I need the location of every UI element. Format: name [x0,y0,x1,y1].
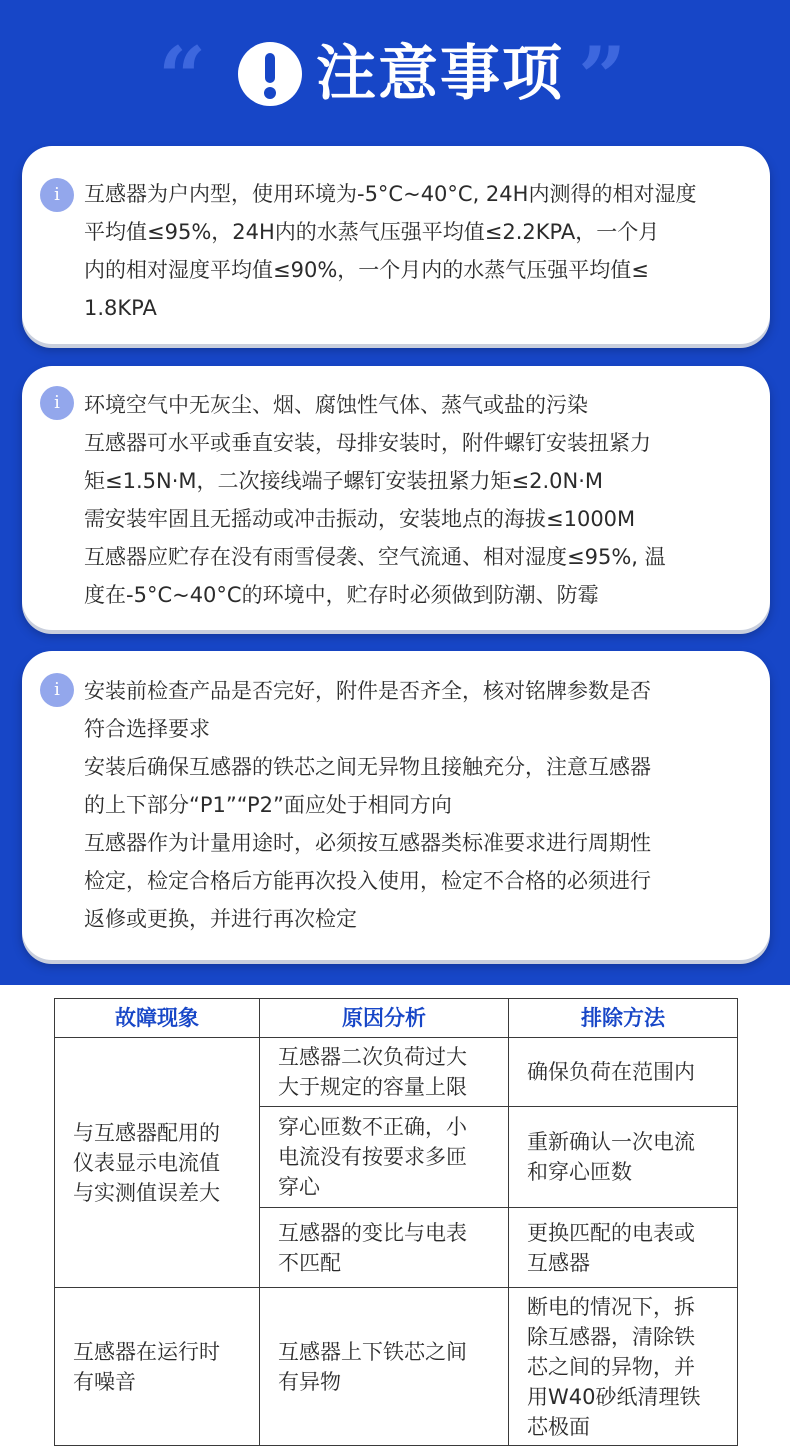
title-row [0,28,790,127]
notice-line: 安装前检查产品是否完好，附件是否齐全，核对铭牌参数是否 [84,679,651,703]
cell-line: 确保负荷在范围内 [527,1060,695,1084]
table-row [55,1038,738,1107]
notice-line: 检定，检定合格后方能再次投入使用，检定不合格的必须进行 [84,869,651,893]
table-row [55,1288,738,1446]
cell-line: 不匹配 [278,1250,341,1275]
cell-line: 有异物 [278,1369,341,1394]
notice-line: 矩≤1.5N·M，二次接线端子螺钉安装扭紧力矩≤2.0N·M [84,469,603,493]
cell-line: 重新确认一次电流 [527,1130,695,1154]
cell-line: 电流没有按要求多匝 [278,1145,467,1169]
notice-line: 的上下部分“P1”“P2”面应处于相同方向 [84,793,452,817]
cell-line: 仪表显示电流值 [73,1150,220,1175]
notice-card-text [84,672,744,938]
remedy-cell [509,1038,738,1107]
cell-line: 芯之间的异物，并 [527,1354,695,1379]
table-header-row [55,999,738,1038]
notice-line: 环境空气中无灰尘、烟、腐蚀性气体、蒸气或盐的污染 [84,393,588,417]
notice-line: 平均值≤95%，24H内的水蒸气压强平均值≤2.2KPA，一个月 [84,220,660,244]
notice-line: 内的相对湿度平均值≤90%，一个月内的水蒸气压强平均值≤ [84,258,649,282]
cell-line: 用W40砂纸清理铁 [527,1384,701,1409]
notice-line: 1.8KPA [84,296,157,320]
cell-line: 穿心 [278,1175,320,1199]
exclamation-dot [264,87,276,99]
notice-line: 安装后确保互感器的铁芯之间无异物且接触充分，注意互感器 [84,755,651,779]
notice-card-environment [22,146,770,344]
cause-cell [260,1288,509,1446]
cell-line: 穿心匝数不正确，小 [278,1115,467,1139]
info-icon: i [40,673,74,707]
troubleshooting-table [54,998,738,1446]
notice-line: 互感器为户内型，使用环境为-5°C~40°C, 24H内测得的相对湿度 [84,182,697,206]
header-cause: 原因分析 [260,999,509,1038]
close-quote-mark: ” [578,28,627,127]
cell-line: 与实测值误差大 [73,1180,220,1205]
cell-line: 互感器的变比与电表 [278,1220,467,1245]
notice-card-text [84,386,744,614]
cell-line: 互感器在运行时 [73,1339,220,1364]
notice-line: 返修或更换，并进行再次检定 [84,907,357,931]
cell-line: 除互感器，清除铁 [527,1324,695,1349]
cause-cell [260,1038,509,1107]
remedy-cell [509,1208,738,1288]
notice-line: 互感器作为计量用途时，必须按互感器类标准要求进行周期性 [84,831,651,855]
notice-card-installation [22,366,770,630]
cell-line: 芯极面 [527,1414,590,1439]
exclamation-circle-icon [238,42,302,106]
notice-line: 互感器可水平或垂直安装，母排安装时，附件螺钉安装扭紧力 [84,431,651,455]
cell-line: 有噪音 [73,1369,136,1394]
symptom-cell [55,1038,260,1288]
cell-line: 更换匹配的电表或 [527,1220,695,1245]
notice-card-inspection [22,651,770,960]
notice-line: 符合选择要求 [84,717,210,741]
notice-line: 互感器应贮存在没有雨雪侵袭、空气流通、相对湿度≤95%, 温 [84,545,666,569]
header-symptom: 故障现象 [55,999,260,1038]
info-icon: i [40,386,74,420]
cell-line: 断电的情况下，拆 [527,1294,695,1319]
symptom-cell [55,1288,260,1446]
header-remedy: 排除方法 [509,999,738,1038]
exclamation-bar [265,53,275,83]
cell-line: 和穿心匝数 [527,1160,632,1184]
cell-line: 与互感器配用的 [73,1120,220,1145]
cell-line: 互感器上下铁芯之间 [278,1339,467,1364]
open-quote-mark: “ [158,28,207,127]
notice-card-text [84,175,744,327]
cell-line: 互感器 [527,1250,590,1275]
info-icon: i [40,178,74,212]
cause-cell [260,1208,509,1288]
remedy-cell [509,1288,738,1446]
cell-line: 互感器二次负荷过大 [278,1045,467,1069]
notice-line: 度在-5°C~40°C的环境中，贮存时必须做到防潮、防霉 [84,583,599,607]
page-title: 注意事项 [316,39,564,109]
cause-cell [260,1107,509,1208]
cell-line: 大于规定的容量上限 [278,1075,467,1099]
notice-line: 需安装牢固且无摇动或冲击振动，安装地点的海拔≤1000M [84,507,636,531]
remedy-cell [509,1107,738,1208]
